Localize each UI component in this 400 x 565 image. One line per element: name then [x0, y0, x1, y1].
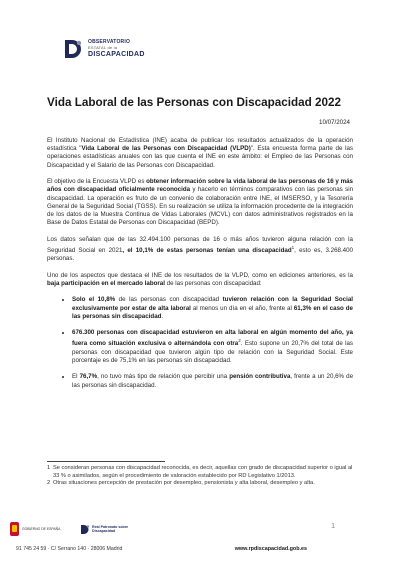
- footnotes: [47, 465, 359, 488]
- finding-item: [72, 373, 353, 389]
- paragraph-intro: [47, 137, 353, 170]
- finding-3-text-e: , frente a un 20,6% de las personas sin discapacidad.: [72, 373, 354, 389]
- footnote-divider: [47, 461, 165, 462]
- logo-line2: ESTATAL de la: [88, 45, 118, 50]
- finding-item: [72, 296, 353, 321]
- publication-date: 10/07/2024: [319, 119, 350, 126]
- finding-1-text-b: de las personas con discapacidad: [115, 296, 223, 304]
- logo-line3: DISCAPACIDAD: [88, 51, 145, 58]
- paragraph-data-text-a: Los datos señalan que de las 32.494.100 personas de 16 o más años tuvieron alguna relación con la Seguridad Social en 2021: [47, 235, 353, 254]
- observatorio-logo-mark-icon: [62, 38, 84, 60]
- footer-website-link[interactable]: www.rpdiscapacidad.gob.es: [234, 546, 307, 552]
- finding-3-text-c: , no tuvo más tipo de relación que percibir una: [97, 373, 230, 381]
- document-body: [47, 137, 353, 398]
- paragraph-intro-bold: Vida Laboral de las Personas con Discapacidad (VLPD): [81, 145, 251, 153]
- paragraph-intro-text-a: El Instituto Nacional de Estadística (INE) acaba de publicar los resultados actualizados de la operación estadística ": [47, 137, 353, 153]
- paragraph-objective: [47, 178, 353, 227]
- real-patronato-text: Real Patronato sobre Discapacidad: [92, 525, 129, 533]
- real-patronato-mark-icon: [80, 524, 90, 535]
- spain-crest-icon: [10, 522, 19, 536]
- footnote-ref-2: 2: [238, 338, 241, 344]
- footer-logos: [10, 521, 130, 537]
- finding-1-bold-a: Solo el 10,8%: [72, 296, 116, 304]
- footnote: [47, 465, 359, 480]
- finding-3-bold-d: pensión contributiva: [229, 373, 291, 381]
- footnote-number: 1: [47, 465, 51, 471]
- footnote: [47, 480, 359, 488]
- paragraph-objective-text-c: y hacerlo en términos comparativos con las personas sin discapacidad. La operación es fruto de un convenio de colaboración entre INE, el IMSERSO, y la Tesorería General de la Seguridad Social (TGSS). En su realización se utiliza la información procedente de la integración de los datos de la Muestra Continua de Vidas Laborales (MCVL) con datos administrativos registrados en la Base de Datos Estatal de Personas con Discapacidad (BEPD).: [47, 186, 354, 227]
- gov-logo-text: GOBIERNO DE ESPAÑA: [22, 527, 61, 531]
- observatorio-logo: [62, 38, 145, 60]
- finding-1-bold-e: 61,3% en el caso de las personas sin discapacidad: [72, 304, 353, 320]
- page-number: 1: [331, 521, 336, 530]
- paragraph-data: [47, 236, 353, 264]
- finding-2-text-b: . Esto supone un 20,7% del total de las personas con discapacidad que tuvieron algún tipo de relación con la Seguridad Social. Este porcentaje es de 75,1% en las personas sin discapacidad.: [72, 340, 353, 364]
- finding-3-text-a: El: [72, 373, 80, 381]
- finding-3-bold-b: 76,7%: [79, 373, 98, 381]
- paragraph-objective-text-a: El objetivo de la Encuesta VLPD es: [47, 178, 147, 186]
- finding-1-bold-c: tuvieron relación con la Seguridad Social exclusivamente por estar de alta laboral: [72, 296, 353, 312]
- paragraph-aspects-text-c: de las personas con discapacidad:: [164, 279, 262, 287]
- findings-list: [47, 296, 353, 389]
- paragraph-aspects-bold: baja participación en el mercado laboral: [47, 279, 165, 287]
- paragraph-aspects: [47, 272, 353, 288]
- footnote-ref-1: 1: [291, 244, 295, 250]
- paragraph-data-bold: , el 10,1% de estas personas tenían una discapacidad: [122, 246, 292, 254]
- page-title: Vida Laboral de las Personas con Discapacidad 2022: [47, 96, 342, 109]
- finding-1-text-f: .: [161, 312, 164, 320]
- real-patronato-logo: [80, 524, 130, 535]
- footnote-number: 2: [47, 480, 51, 487]
- paragraph-objective-bold: obtener información sobre la vida laboral de las personas de 16 y más años con discapacidad oficialmente reconocida: [47, 178, 353, 194]
- finding-item: [72, 329, 353, 365]
- finding-2-bold-a: 676.300 personas con discapacidad estuvieron en alta laboral en algún momento del año, ya fuera como situación exclusiva o alternándola con otra: [72, 329, 353, 348]
- paragraph-intro-text-c: ". Esta encuesta forma parte de las operaciones estadísticas anuales con las que cuenta el INE en este ámbito: el Empleo de las Personas con Discapacidad y el Salario de las Personas con Discapacidad.: [47, 145, 353, 169]
- footnote-text: Otras situaciones percepción de prestación por desempleo, pensionista y alta laboral, desempleo y alta.: [53, 480, 315, 487]
- gobierno-espana-logo: [10, 521, 66, 537]
- logo-line1: OBSERVATORIO: [88, 39, 131, 45]
- footer-contact: 91 745 24 59 · C/ Serrano 140 · 28006 Madrid: [16, 546, 123, 552]
- finding-1-text-d: al menos un día en el año, frente al: [190, 304, 294, 312]
- paragraph-aspects-text-a: Uno de los aspectos que destaca el INE de los resultados de la VLPD, como en ediciones anteriores, es la: [47, 271, 353, 279]
- footnote-text: Se consideran personas con discapacidad reconocida, es decir, aquellas con grado de discapacidad superior o igual al 33 % o asimilados, según el procedimiento de valoración establecido por RD Legislativo 1/2013.: [53, 465, 353, 479]
- paragraph-data-text-c: , esto es, 3.268.400 personas.: [47, 246, 353, 263]
